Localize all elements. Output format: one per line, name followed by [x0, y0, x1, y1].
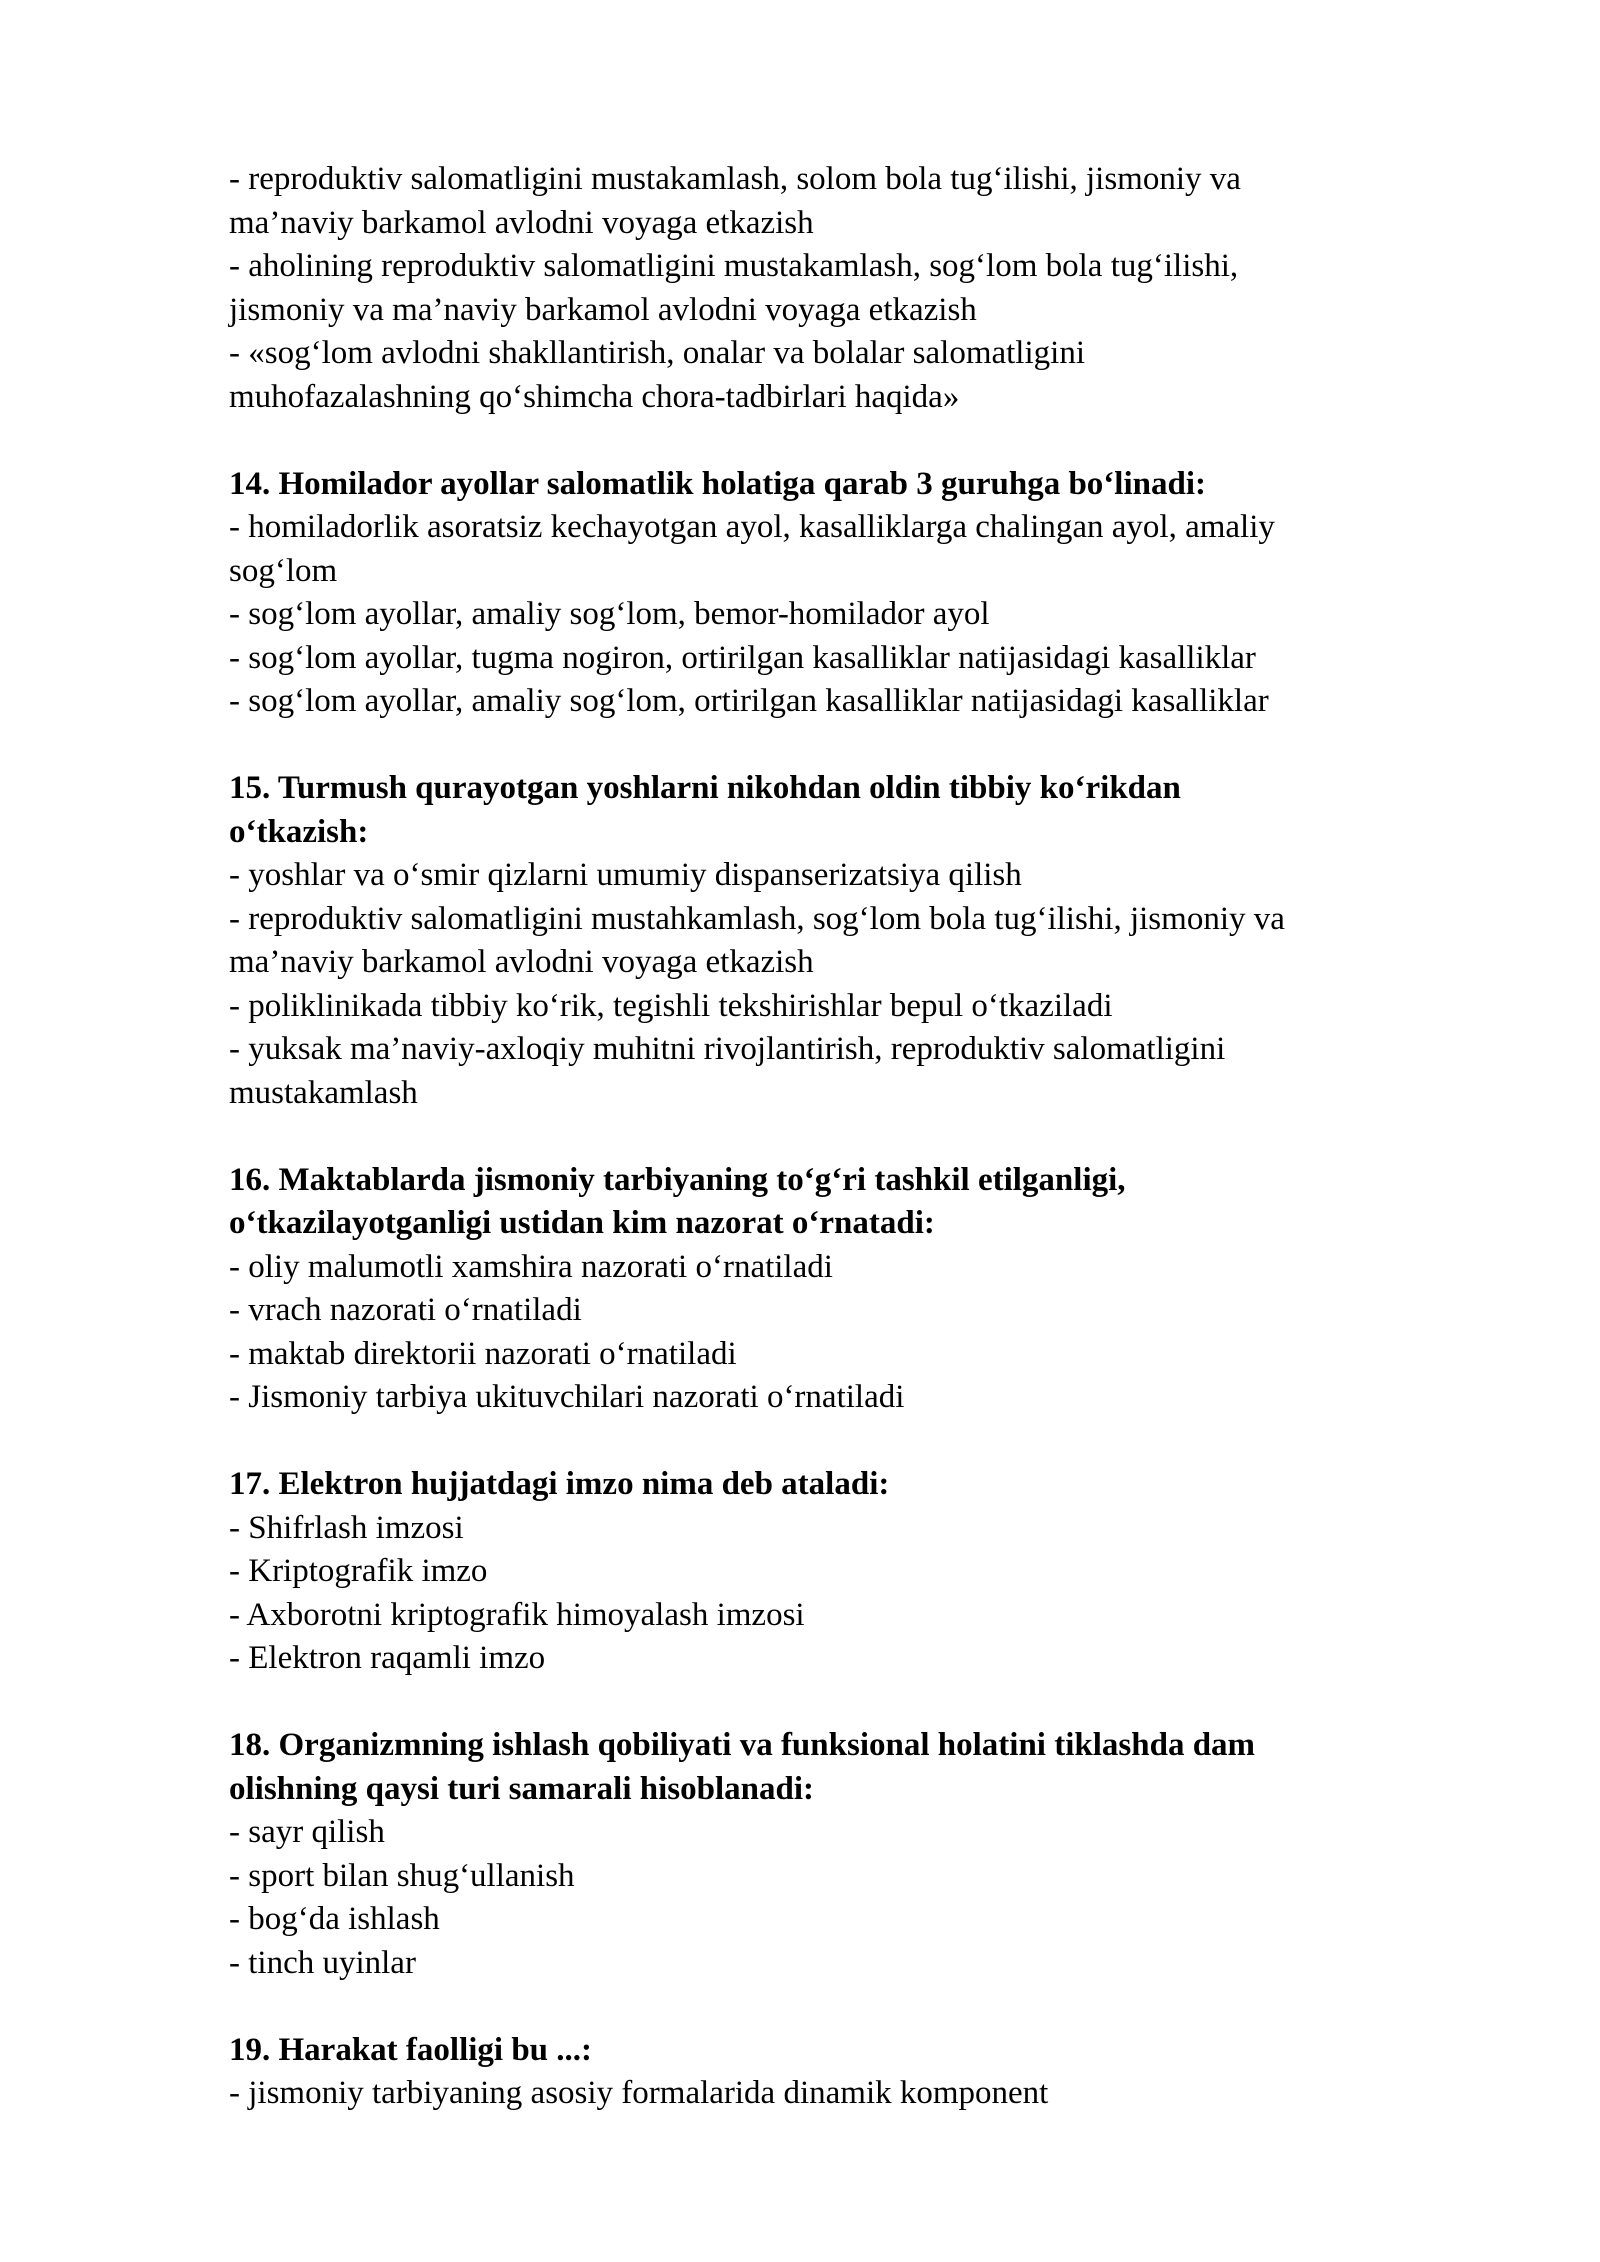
option-item: - bog‘da ishlash — [229, 1901, 440, 1937]
option-item: - vrach nazorati o‘rnatiladi — [229, 1292, 582, 1328]
question-18 — [229, 1724, 1489, 1985]
question-title: 14. Homilador ayollar salomatlik holatiga qarab 3 guruhga bo‘linadi: — [229, 465, 1206, 502]
option-item: - poliklinikada tibbiy ko‘rik, tegishli tekshirishlar bepul o‘tkaziladi — [229, 987, 1113, 1024]
option-item: - Elektron raqamli imzo — [229, 1640, 546, 1676]
question-16 — [229, 1159, 1489, 1420]
option-item: - Jismoniy tarbiya ukituvchilari nazorati o‘rnatiladi — [229, 1379, 905, 1415]
question-14 — [229, 463, 1489, 724]
option-item — [229, 332, 1489, 419]
option-line: - yuksak ma’naviy-axloqiy muhitni rivojlantirish, reproduktiv salomatligini — [229, 1031, 1226, 1067]
document-page — [229, 158, 1489, 2116]
option-line: - «sog‘lom avlodni shakllantirish, onalar va bolalar salomatligini — [229, 335, 1085, 371]
option-item: - oliy malumotli xamshira nazorati o‘rnatiladi — [229, 1248, 833, 1285]
option-item: - Axborotni kriptografik himoyalash imzosi — [229, 1596, 805, 1633]
question-title: 19. Harakat faolligi bu ...: — [229, 2031, 593, 2068]
question-title: 18. Organizmning ishlash qobiliyati va funksional holatini tiklashda dam — [229, 1727, 1256, 1763]
option-line: mustakamlash — [229, 1074, 418, 1111]
spacer — [229, 1420, 1489, 1464]
option-line: - aholining reproduktiv salomatligini mustakamlash, sog‘lom bola tug‘ilishi, — [229, 248, 1239, 284]
option-item — [229, 506, 1489, 593]
intro-options — [229, 158, 1489, 419]
option-item: - jismoniy tarbiyaning asosiy formalarida dinamik komponent — [229, 2075, 1049, 2111]
question-title: 15. Turmush qurayotgan yoshlarni nikohdan oldin tibbiy ko‘rikdan — [229, 770, 1181, 806]
option-item: - Kriptografik imzo — [229, 1553, 488, 1589]
question-17 — [229, 1463, 1489, 1681]
question-title: o‘tkazish: — [229, 813, 369, 850]
option-line: jismoniy va ma’naviy barkamol avlodni voyaga etkazish — [229, 291, 977, 328]
question-title: 17. Elektron hujjatdagi imzo nima deb ataladi: — [229, 1466, 890, 1502]
spacer — [229, 724, 1489, 768]
option-item: - maktab direktorii nazorati o‘rnatiladi — [229, 1335, 737, 1372]
option-item: - sog‘lom ayollar, amaliy sog‘lom, ortirilgan kasalliklar natijasidagi kasalliklar — [229, 683, 1269, 719]
option-item: - sog‘lom ayollar, tugma nogiron, ortirilgan kasalliklar natijasidagi kasalliklar — [229, 639, 1256, 676]
option-line: sog‘lom — [229, 552, 338, 589]
option-item — [229, 898, 1489, 985]
option-line: - homiladorlik asoratsiz kechayotgan ayol, kasalliklarga chalingan ayol, amaliy — [229, 509, 1275, 545]
option-line: ma’naviy barkamol avlodni voyaga etkazish — [229, 944, 814, 980]
spacer — [229, 1985, 1489, 2029]
question-title: olishning qaysi turi samarali hisoblanadi: — [229, 1770, 814, 1807]
spacer — [229, 1115, 1489, 1159]
option-item — [229, 1028, 1489, 1115]
option-item: - tinch uyinlar — [229, 1944, 416, 1981]
option-line: - reproduktiv salomatligini mustahkamlash, sog‘lom bola tug‘ilishi, jismoniy va — [229, 900, 1285, 937]
question-19 — [229, 2029, 1489, 2116]
spacer — [229, 1681, 1489, 1725]
option-line: - reproduktiv salomatligini mustakamlash, solom bola tug‘ilishi, jismoniy va — [229, 161, 1241, 197]
question-title: o‘tkazilayotganligi ustidan kim nazorat o‘rnatadi: — [229, 1205, 935, 1241]
option-line: ma’naviy barkamol avlodni voyaga etkazish — [229, 204, 814, 241]
option-item: - Shifrlash imzosi — [229, 1509, 464, 1546]
option-item: - sport bilan shug‘ullanish — [229, 1857, 575, 1894]
question-title: 16. Maktablarda jismoniy tarbiyaning to‘g‘ri tashkil etilganligi, — [229, 1161, 1126, 1198]
option-item: - sayr qilish — [229, 1814, 385, 1850]
question-15 — [229, 767, 1489, 1115]
option-item: - yoshlar va o‘smir qizlarni umumiy dispanserizatsiya qilish — [229, 857, 1022, 893]
option-line: muhofazalashning qo‘shimcha chora-tadbirlari haqida» — [229, 378, 960, 415]
option-item — [229, 245, 1489, 332]
option-item: - sog‘lom ayollar, amaliy sog‘lom, bemor-homilador ayol — [229, 596, 990, 632]
option-item — [229, 158, 1489, 245]
spacer — [229, 419, 1489, 463]
